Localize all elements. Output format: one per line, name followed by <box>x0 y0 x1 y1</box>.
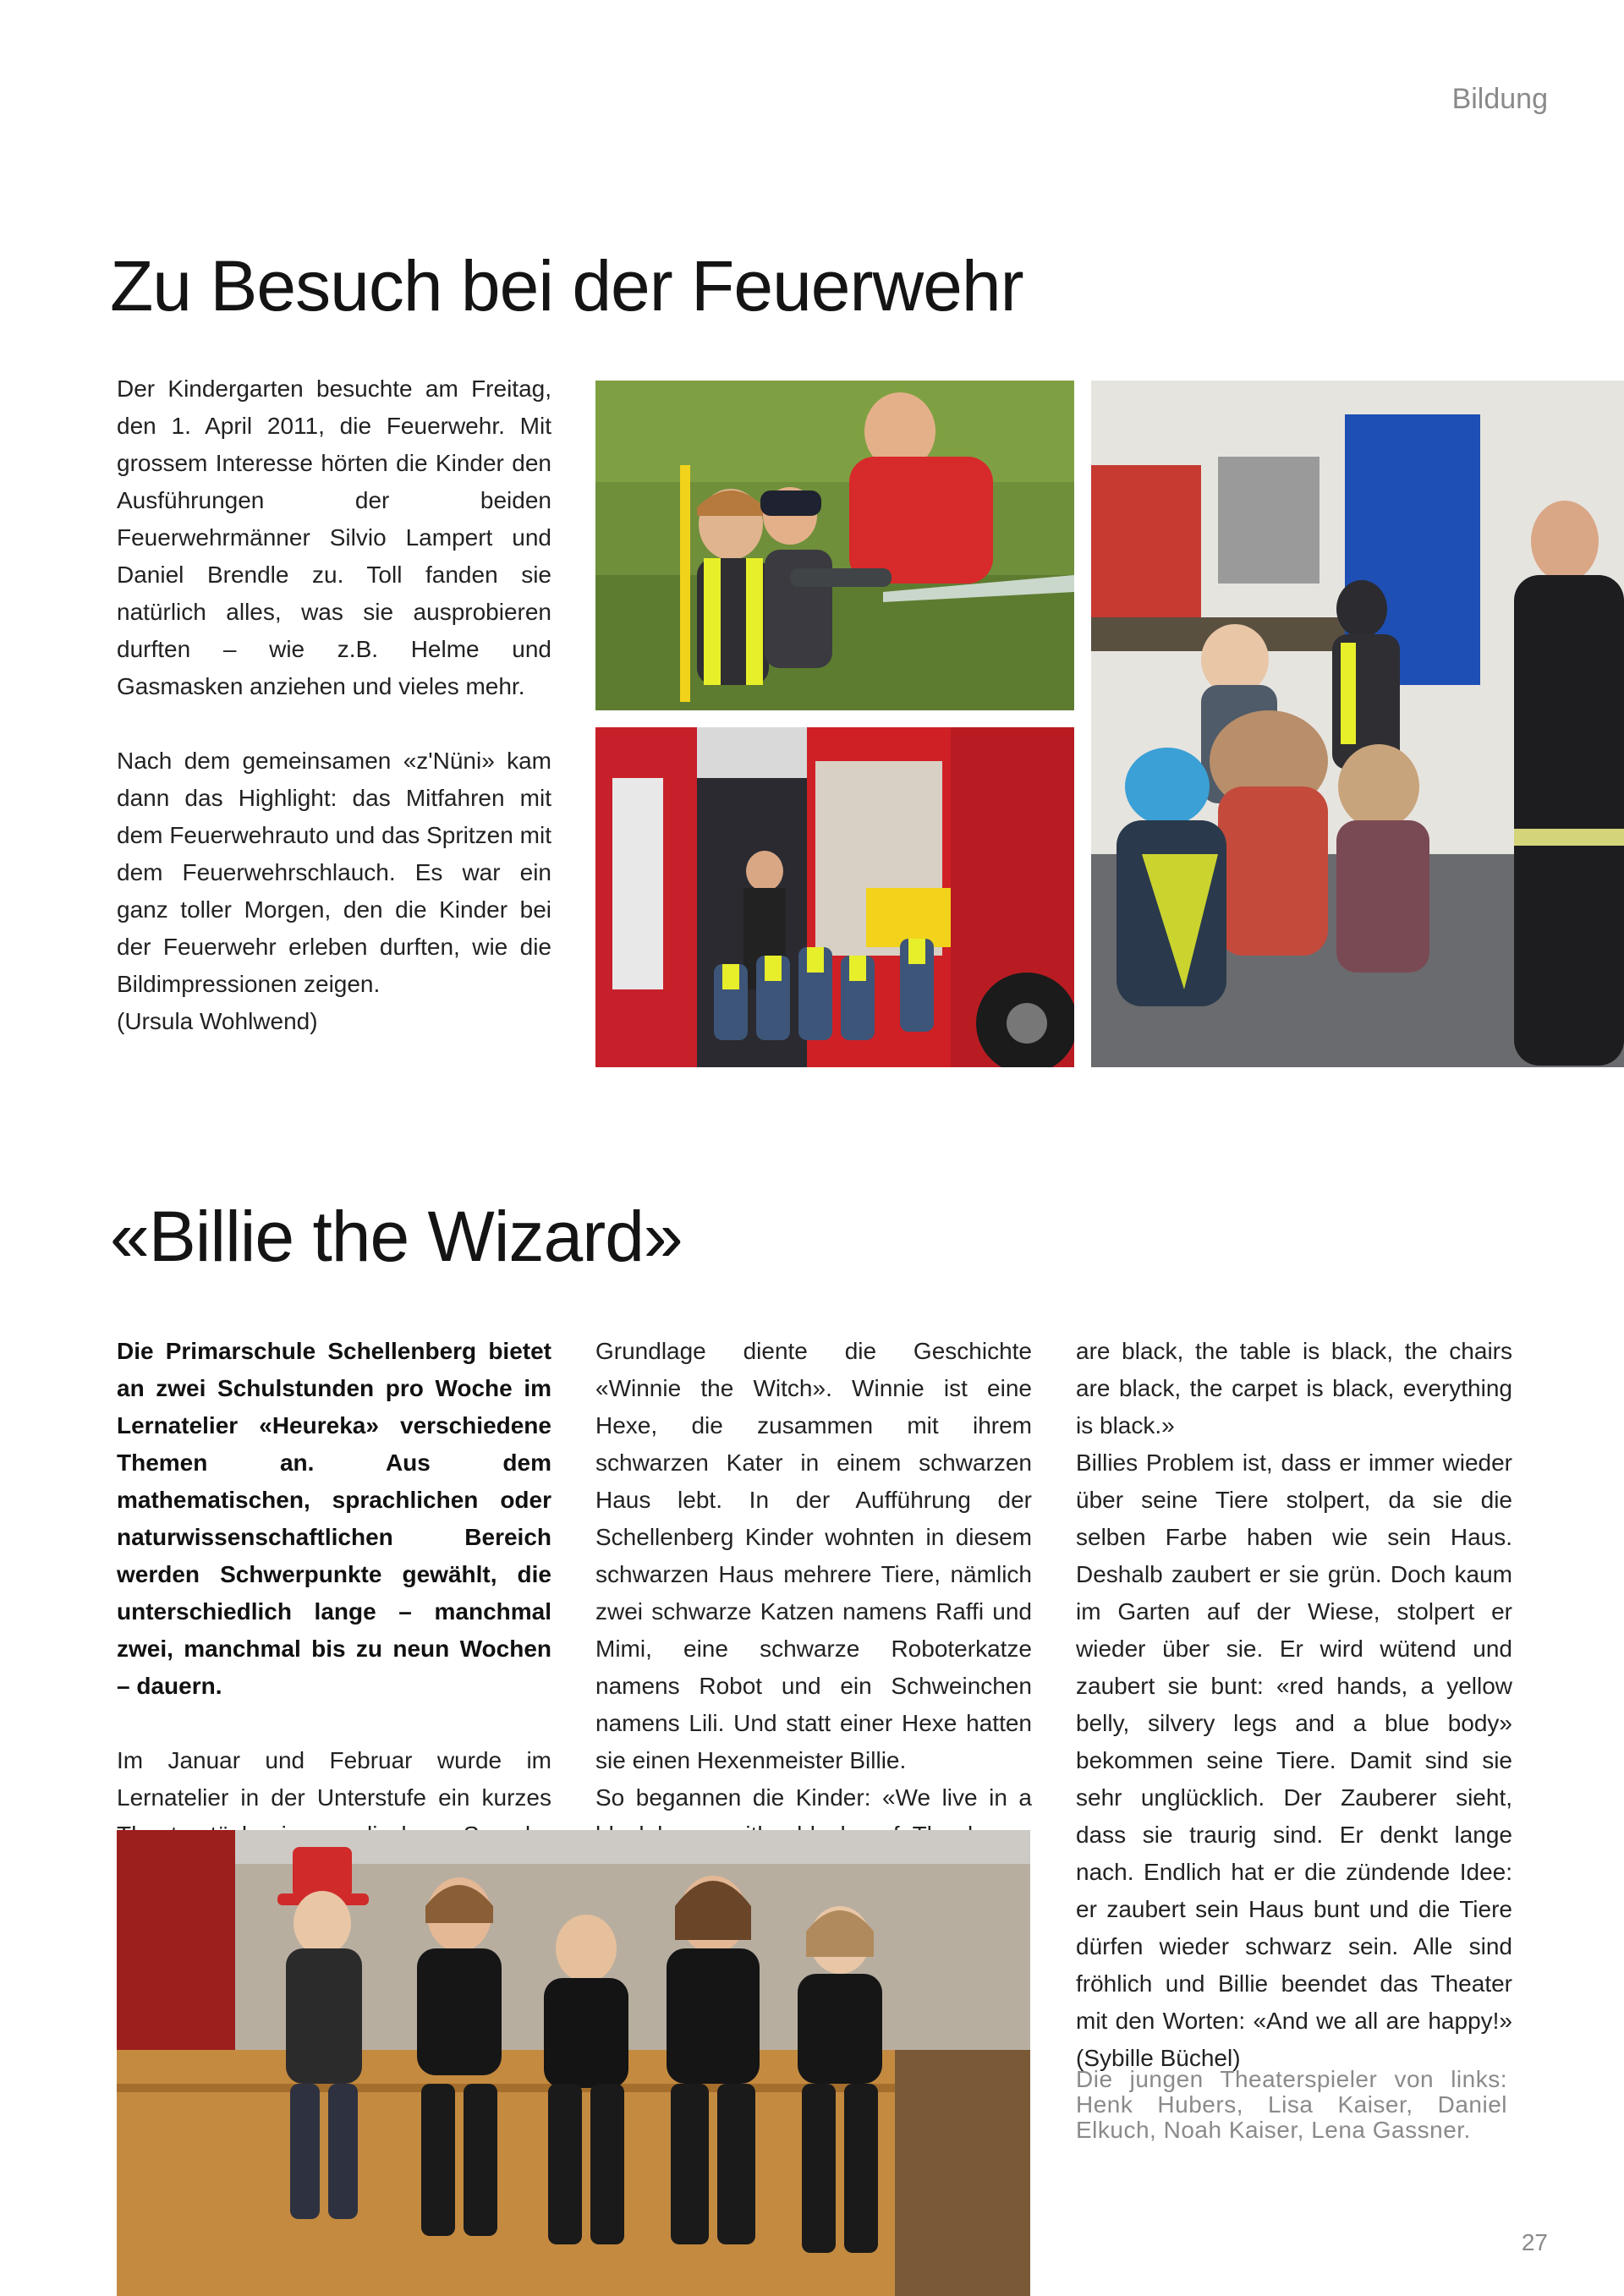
article2-column-3 <box>1076 1333 1512 2077</box>
photo-caption: Die jungen Theaterspieler von links: Henk Hubers, Lisa Kaiser, Daniel Elkuch, Noah Kaiser, Lena Gassner. <box>1076 2066 1507 2143</box>
article2-column-1 <box>117 1333 551 1891</box>
photo-theatre-players <box>117 1830 1030 2296</box>
article2-column-2-paragraph-1: Grundlage diente die Geschichte «Winnie the Witch». Winnie ist eine Hexe, die zusammen mit ihrem schwarzen Kater in einem schwarzen Haus lebt. In der Aufführung der Schellenberg Kinder wohnten in diesem schwarzen Haus mehrere Tiere, nämlich zwei schwarze Katzen namens Raffi und Mimi, eine schwarze Roboterkatze namens Robot und ein Schweinchen namens Lili. Und statt einer Hexe hatten sie einen Hexenmeister Billie. <box>595 1338 1032 1773</box>
page-number: 27 <box>1521 2229 1548 2255</box>
article2-column-1-text: Im Januar und Februar wurde im Lernatelier in der Unterstufe ein kurzes <box>117 1747 551 1811</box>
section-label: Bildung <box>1451 83 1548 115</box>
article2-lead: Die Primarschule Schellenberg bietet an zwei Schulstunden pro Woche im Lernatelier «Heureka» verschiedene Themen an. Aus dem mathematischen, sprachlichen oder naturwissenschaftlichen Bereich werden Schwerpunkte gewählt, die unterschiedlich lange – manchmal zwei, manchmal bis zu neun Wochen – dauern. <box>117 1338 551 1699</box>
article2-column-3-paragraph-1: are black, the table is black, the chairs are black, the carpet is black, everything is black.» <box>1076 1338 1512 1438</box>
photo-fire-truck <box>595 727 1074 1067</box>
photo-fire-hose <box>595 381 1074 710</box>
article2-column-2-paragraph-2: So begannen die Kinder: «We live in a <box>595 1784 1032 1811</box>
article1-author: (Ursula Wohlwend) <box>117 1008 318 1034</box>
photo-fireman-garage <box>1091 381 1624 1067</box>
article1-paragraph-2: Nach dem gemeinsamen «z'Nüni» kam dann das Highlight: das Mitfahren mit dem Feuerwehrauto und das Spritzen mit dem Feuerwehrschlauch. Es war ein ganz toller Morgen, den die Kinder bei der Feuerwehr erleben durften, wie die Bildimpressionen zeigen. <box>117 748 551 997</box>
article2-title: «Billie the Wizard» <box>110 1197 683 1276</box>
article1-title: Zu Besuch bei der Feuerwehr <box>110 246 1023 326</box>
article1-text <box>117 370 551 1040</box>
article2-column-3-paragraph-2: Billies Problem ist, dass er immer wieder über seine Tiere stolpert, da sie die selben Farbe haben wie sein Haus. Deshalb zaubert er sie grün. Doch kaum im Garten auf der Wiese, stolpert er wieder über sie. Er wird wütend und zaubert sie bunt: «red hands, a yellow belly, silvery legs and a blue body» bekommen seine Tiere. Damit sind sie sehr unglücklich. Der Zauberer sieht, dass sie traurig sind. Er denkt lange nach. Endlich hat er die zündende Idee: er zaubert sein Haus bunt und die Tiere dürfen wieder schwarz sein. Alle sind fröhlich und Billie beendet das Theater mit den Worten: «And we all are happy!» (Sybille Büchel) <box>1076 1449 1512 2071</box>
article2-column-2 <box>595 1333 1032 1854</box>
article1-paragraph-1: Der Kindergarten besuchte am Freitag, den 1. April 2011, die Feuerwehr. Mit grossem Interesse hörten die Kinder den Ausführungen der beiden Feuerwehrmänner Silvio Lampert und Daniel Brendle zu. Toll fanden sie natürlich alles, was sie ausprobieren durften – wie z.B. Helme und Gasmasken anziehen und vieles mehr. <box>117 375 551 699</box>
